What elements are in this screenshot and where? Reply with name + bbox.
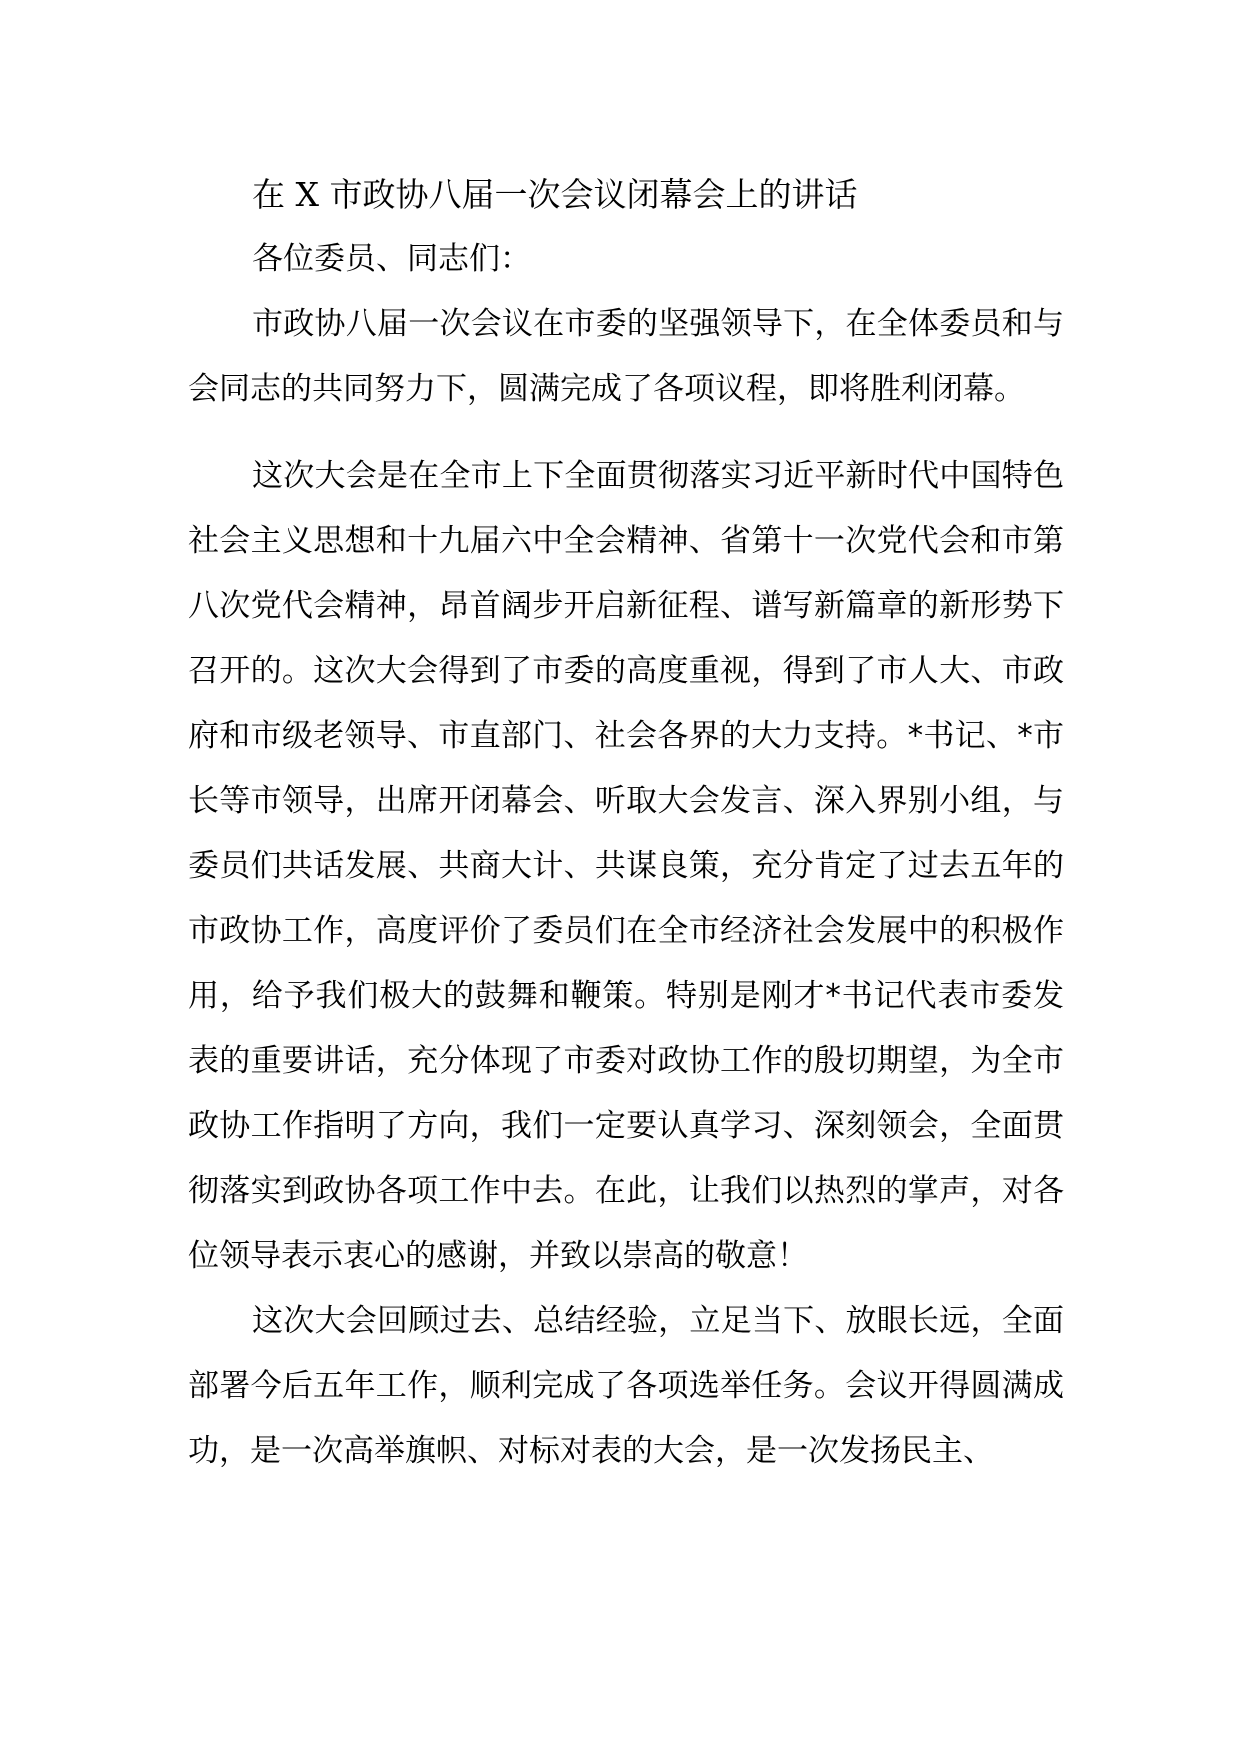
salutation: 各位委员、同志们： — [252, 241, 531, 277]
paragraph-summary: 这次大会回顾过去、总结经验，立足当下、放眼长远，全面部署今后五年工作，顺利完成了各项选举任务。会议开得圆满成功，是一次高举旗帜、对标对表的大会，是一次发扬民主、 — [188, 1303, 1064, 1469]
paragraph-opening: 市政协八届一次会议在市委的坚强领导下，在全体委员和与会同志的共同努力下，圆满完成了各项议程，即将胜利闭幕。 — [188, 306, 1064, 407]
document-body — [188, 162, 1064, 1484]
document-title: 在 X 市政协八届一次会议闭幕会上的讲话 — [252, 175, 858, 214]
paragraph-background: 这次大会是在全市上下全面贯彻落实习近平新时代中国特色社会主义思想和十九届六中全会精神、省第十一次党代会和市第八次党代会精神，昂首阔步开启新征程、谱写新篇章的新形势下召开的。这次大会得到了市委的高度重视，得到了市人大、市政府和市级老领导、市直部门、社会各界的大力支持。*书记、*市长等市领导，出席开闭幕会、听取大会发言、深入界别小组，与委员们共话发展、共商大计、共谋良策，充分肯定了过去五年的市政协工作，高度评价了委员们在全市经济社会发展中的积极作用，给予我们极大的鼓舞和鞭策。特别是刚才*书记代表市委发表的重要讲话，充分体现了市委对政协工作的殷切期望，为全市政协工作指明了方向，我们一定要认真学习、深刻领会，全面贯彻落实到政协各项工作中去。在此，让我们以热烈的掌声，对各位领导表示衷心的感谢，并致以崇高的敬意！ — [188, 458, 1064, 1274]
